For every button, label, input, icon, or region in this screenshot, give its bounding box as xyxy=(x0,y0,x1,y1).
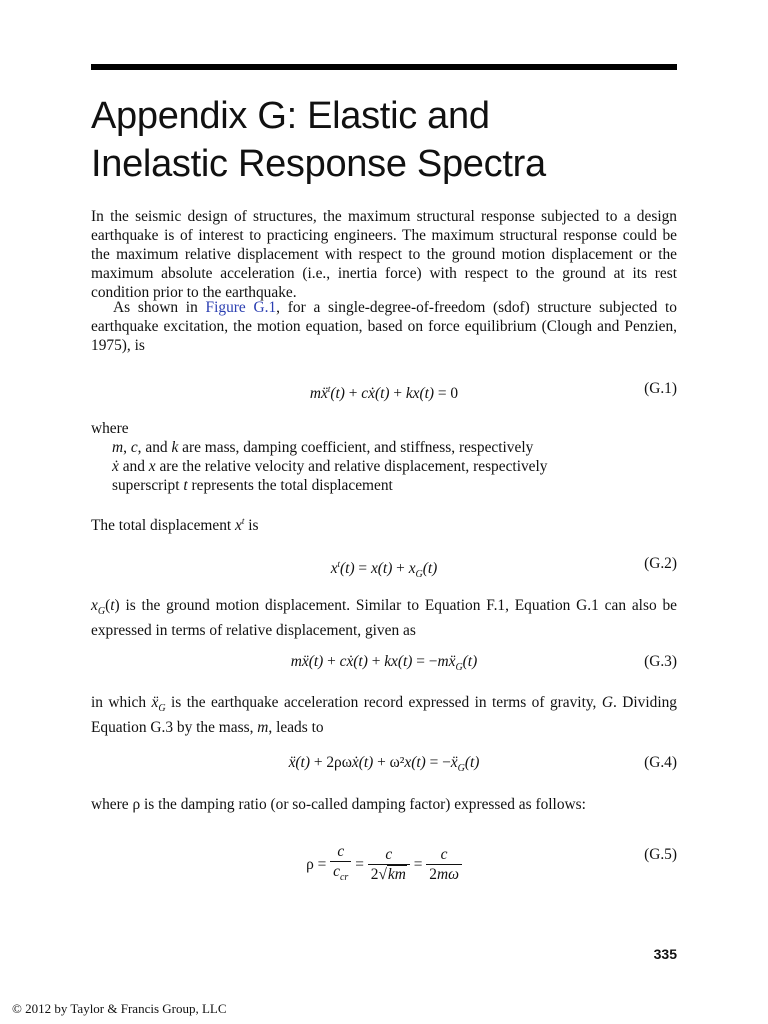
where-item-1: m, c, and k are mass, damping coefficient, and stiffness, respectively xyxy=(112,439,534,456)
copyright-notice: © 2012 by Taylor & Francis Group, LLC xyxy=(12,1001,227,1016)
equation-g3-expression: mẍ(t) + cẋ(t) + kx(t) = −mẍ$_G$(t) xyxy=(290,653,478,674)
equation-g5-number: (G.5) xyxy=(644,846,677,863)
where-label: where xyxy=(91,420,129,437)
equation-g2-number: (G.2) xyxy=(644,555,677,572)
where-list xyxy=(112,438,672,495)
fraction-c-over-2sqrtkm: $\frac{c}{2√km}$ xyxy=(368,846,410,885)
intro-paragraph: In the seismic design of structures, the maximum structural response subjected to a design earthquake is of interest to practicing engineers. The maximum structural response could be the maximum relative displacement with respect to the ground motion displacement or the maximum absolute acceleration (i.e., inertia force) with respect to the ground at its rest condition prior to the earthquake. xyxy=(91,208,677,301)
where-item-2: ẋ and x are the relative velocity and relative displacement, respectively xyxy=(112,458,548,475)
equation-g2-expression: $x^t(t) = x(t) + x_G(t)$ xyxy=(330,559,438,581)
equation-g4-expression: ẍ(t) + 2ρωẋ(t) + ω²x(t) = −ẍ$_G$(t) xyxy=(288,754,480,775)
equation-g5-expression: ρ = $\frac{c}{c_{cr}}$ = $\frac{c}{2√km}$ = $\frac{c}{2m\omega}$ xyxy=(91,838,677,892)
equation-g5 xyxy=(91,838,677,892)
chapter-title-line-1: Appendix G: Elastic and xyxy=(91,95,490,137)
paragraph-text-end: , for a single-degree-of-freedom (sdof) structure subjected to earthquake excitation, the motion equation, based on force equilibrium (Clough and Penzien, 1975), is xyxy=(91,299,678,354)
equation-g3-number: (G.3) xyxy=(644,653,677,670)
page-number: 335 xyxy=(653,946,677,962)
paragraph-after-g2: $x_G(t)$ is the ground motion displacement. Similar to Equation F.1, Equation G.1 can also be expressed in terms of relative displacement, given as xyxy=(91,597,677,640)
chapter-title-line-2: Inelastic Response Spectra xyxy=(91,143,546,185)
fraction-c-over-ccr: $\frac{c}{c_{cr}}$ xyxy=(330,843,351,888)
equation-g4-number: (G.4) xyxy=(644,754,677,771)
figure-g1-link[interactable]: Figure G.1 xyxy=(205,299,277,316)
chapter-title xyxy=(91,92,691,188)
equation-g1-expression: mẍ$^t$(t) + cẋ(t) + kx(t) = 0 xyxy=(309,384,459,403)
equation-g4 xyxy=(91,753,677,773)
equation-g2 xyxy=(91,554,677,581)
paragraph-text-start: As shown in xyxy=(113,299,206,316)
paragraph-figure-ref xyxy=(91,298,677,355)
equation-g3 xyxy=(91,652,677,672)
where-item-3: superscript t represents the total displacement xyxy=(112,477,393,494)
paragraph-damping-ratio: where ρ is the damping ratio (or so-called damping factor) expressed as follows: xyxy=(91,796,586,813)
total-displacement-text: The total displacement $x^t$ is xyxy=(91,516,259,535)
paragraph-after-g3: in which ẍ$_G$ is the earthquake acceleration record expressed in terms of gravity, G. Dividing Equation G.3 by the mass, m, leads to xyxy=(91,694,677,737)
equation-g1 xyxy=(91,379,677,403)
chapter-top-rule xyxy=(91,64,677,70)
equation-g1-number: (G.1) xyxy=(644,380,677,397)
fraction-c-over-2momega: $\frac{c}{2m\omega}$ xyxy=(426,846,462,885)
